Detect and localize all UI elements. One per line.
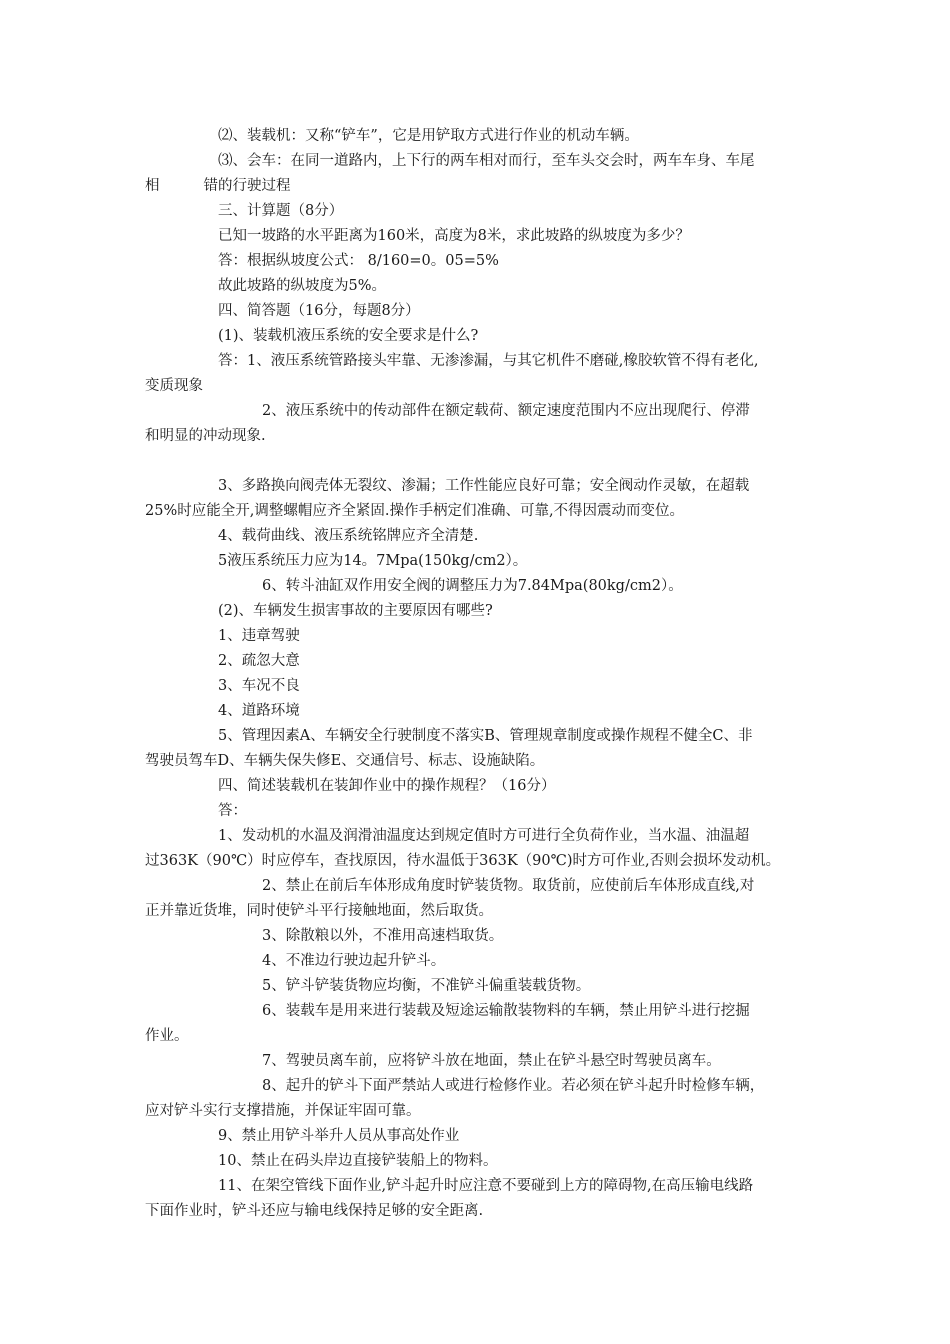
answer-item-1: 答：1、液压系统管路接头牢靠、无渗渗漏，与其它机件不磨碰,橡胶软管不得有老化, (218, 353, 759, 369)
procedure-item-11: 11、在架空管线下面作业,铲斗起升时应注意不要碰到上方的障碍物,在高压输电线路 (218, 1178, 754, 1194)
procedure-item-5: 5、铲斗铲装货物应均衡，不准铲斗偏重装载货物。 (262, 978, 591, 994)
procedure-item-7: 7、驾驶员离车前，应将铲斗放在地面，禁止在铲斗悬空时驾驶员离车。 (262, 1053, 721, 1069)
procedure-item-2: 2、禁止在前后车体形成角度时铲装货物。取货前，应使前后车体形成直线,对 (262, 878, 755, 894)
cause-item-1: 1、违章驾驶 (218, 628, 300, 644)
procedure-item-2-cont: 正并靠近货堆，同时使铲斗平行接触地面，然后取货。 (145, 903, 493, 919)
answer-item-6: 6、转斗油缸双作用安全阀的调整压力为7.84Mpa(80kg/cm2）。 (262, 578, 683, 594)
procedure-item-1: 1、发动机的水温及润滑油温度达到规定值时方可进行全负荷作业，当水温、油温超 (218, 828, 750, 844)
procedure-item-6: 6、装载车是用来进行装载及短途运输散装物料的车辆，禁止用铲斗进行挖掘 (262, 1003, 750, 1019)
definition-loader: ⑵、装载机：又称“铲车”，它是用铲取方式进行作业的机动车辆。 (218, 128, 639, 144)
procedure-item-4: 4、不准边行驶边起升铲斗。 (262, 953, 446, 969)
cause-item-2: 2、疏忽大意 (218, 653, 300, 669)
section-heading-procedure: 四、简述装载机在装卸作业中的操作规程？（16分） (218, 778, 556, 794)
question-accident: (2)、车辆发生损害事故的主要原因有哪些? (218, 603, 493, 619)
section-heading-calc: 三、计算题（8分） (218, 203, 344, 219)
answer-item-4: 4、载荷曲线、液压系统铭牌应齐全清楚. (218, 528, 479, 544)
cause-item-4: 4、道路环境 (218, 703, 300, 719)
answer-item-1-cont: 变质现象 (145, 378, 203, 394)
definition-meeting-cont (145, 176, 291, 196)
answer-item-3-cont: 25%时应能全开,调整螺帽应齐全紧固.操作手柄定们准确、可靠,不得因震动而变位。 (145, 503, 685, 519)
procedure-item-6-cont: 作业。 (145, 1028, 189, 1044)
answer-item-5: 5液压系统压力应为14。7Mpa(150kg/cm2）。 (218, 553, 528, 569)
cause-item-5-cont: 驾驶员驾车D、车辆失保失修E、交通信号、标志、设施缺陷。 (145, 753, 545, 769)
cause-item-5: 5、管理因素A、车辆安全行驶制度不落实B、管理规章制度或操作规程不健全C、非 (218, 728, 753, 744)
answer-item-2-cont: 和明显的冲动现象. (145, 428, 266, 444)
calc-question: 已知一坡路的水平距离为160米，高度为8米，求此坡路的纵坡度为多少？ (218, 228, 690, 244)
question-hydraulic: (1)、装载机液压系统的安全要求是什么? (218, 328, 479, 344)
procedure-item-9: 9、禁止用铲斗举升人员从事高处作业 (218, 1128, 460, 1144)
procedure-item-8-cont: 应对铲斗实行支撑措施，并保证牢固可靠。 (145, 1103, 421, 1119)
procedure-item-8: 8、起升的铲斗下面严禁站人或进行检修作业。若必须在铲斗起升时检修车辆， (262, 1078, 765, 1094)
section-heading-short: 四、简答题（16分，每题8分） (218, 303, 420, 319)
calc-answer: 答：根据纵坡度公式： 8/160=0。05=5% (218, 253, 499, 269)
definition-meeting-end: 错的行驶过程 (203, 178, 291, 194)
procedure-item-10: 10、禁止在码头岸边直接铲装船上的物料。 (218, 1153, 498, 1169)
procedure-item-3: 3、除散粮以外，不准用高速档取货。 (262, 928, 504, 944)
procedure-item-11-cont: 下面作业时，铲斗还应与输电线保持足够的安全距离. (145, 1203, 484, 1219)
cause-item-3: 3、车况不良 (218, 678, 300, 694)
procedure-item-1-cont: 过363K（90℃）时应停车，查找原因，待水温低于363K（90℃)时方可作业,否则会损坏发动机。 (145, 853, 781, 869)
definition-meeting: ⑶、会车：在同一道路内，上下行的两车相对而行，至车头交会时，两车车身、车尾 (218, 153, 755, 169)
definition-meeting-prefix: 相 (145, 178, 160, 194)
answer-item-2: 2、液压系统中的传动部件在额定载荷、额定速度范围内不应出现爬行、停滞 (262, 403, 750, 419)
calc-conclusion: 故此坡路的纵坡度为5%。 (218, 278, 387, 294)
procedure-answer-label: 答： (218, 803, 247, 819)
answer-item-3: 3、多路换向阀壳体无裂纹、渗漏；工作性能应良好可靠；安全阀动作灵敏，在超载 (218, 478, 750, 494)
